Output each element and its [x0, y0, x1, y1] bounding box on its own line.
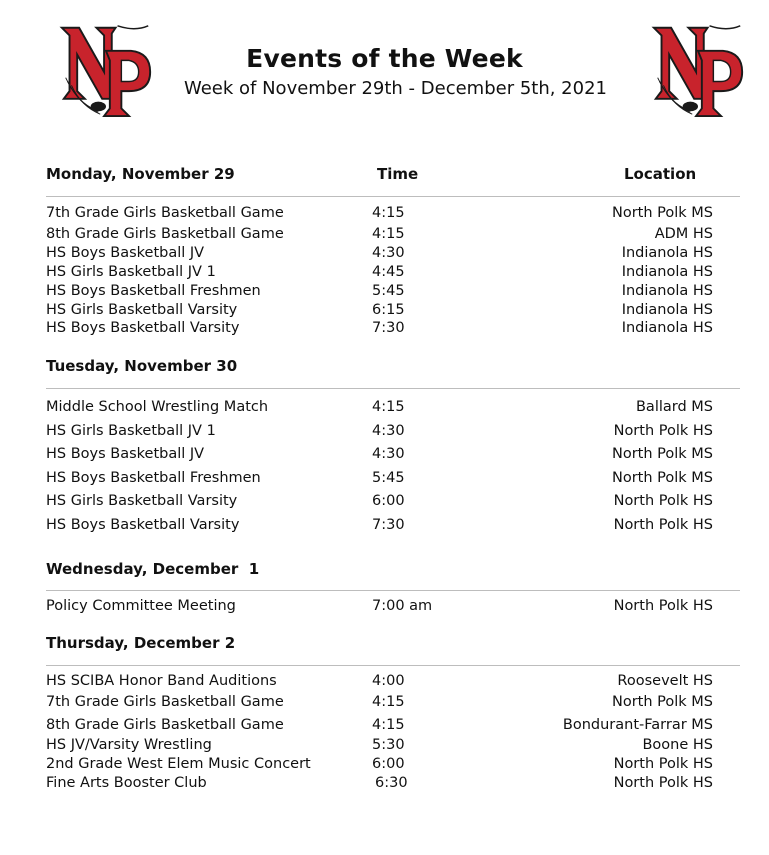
- event-time: 6:00: [372, 756, 405, 772]
- event-time: 4:15: [372, 205, 405, 221]
- event-location: Roosevelt HS: [617, 673, 713, 689]
- event-row: [0, 446, 769, 466]
- event-row: [0, 673, 769, 693]
- event-time: 7:30: [372, 517, 405, 533]
- event-name: Middle School Wrestling Match: [46, 399, 269, 415]
- event-row: [0, 517, 769, 537]
- event-time: 5:45: [372, 470, 405, 486]
- event-name: HS Girls Basketball Varsity: [46, 302, 238, 318]
- event-location: North Polk MS: [611, 694, 713, 710]
- event-time: 4:15: [372, 226, 405, 242]
- event-location: Bondurant-Farrar MS: [562, 717, 713, 733]
- event-row: [0, 283, 769, 303]
- event-location: North Polk MS: [611, 205, 713, 221]
- event-location: Ballard MS: [635, 399, 713, 415]
- event-name: HS Girls Basketball JV 1: [46, 423, 216, 439]
- divider: [46, 665, 740, 666]
- event-row: [0, 775, 769, 795]
- event-location: Indianola HS: [621, 283, 713, 299]
- location-column-header: Location: [624, 165, 697, 183]
- event-time: 4:30: [372, 423, 405, 439]
- time-column-header: Time: [377, 165, 419, 183]
- event-location: Indianola HS: [621, 245, 713, 261]
- event-time: 5:30: [372, 737, 405, 753]
- event-name: HS Boys Basketball Varsity: [46, 320, 240, 336]
- event-row: [0, 694, 769, 714]
- event-name: HS Boys Basketball JV: [46, 245, 205, 261]
- event-name: Policy Committee Meeting: [46, 598, 236, 614]
- event-name: 7th Grade Girls Basketball Game: [46, 205, 284, 221]
- divider: [46, 196, 740, 197]
- event-time: 6:00: [372, 493, 405, 509]
- event-location: North Polk HS: [613, 756, 713, 772]
- event-row: [0, 423, 769, 443]
- event-location: North Polk HS: [613, 775, 713, 791]
- page-subtitle: Week of November 29th - December 5th, 2021: [183, 78, 607, 99]
- event-time: 4:45: [372, 264, 405, 280]
- event-name: Fine Arts Booster Club: [46, 775, 207, 791]
- event-location: Indianola HS: [621, 302, 713, 318]
- event-location: North Polk HS: [613, 493, 713, 509]
- event-time: 7:00 am: [372, 598, 433, 614]
- event-row: [0, 205, 769, 225]
- event-time: 4:15: [372, 717, 405, 733]
- event-name: HS Boys Basketball JV: [46, 446, 205, 462]
- day-heading: Wednesday, December 1: [46, 560, 260, 578]
- day-heading: Thursday, December 2: [46, 634, 236, 652]
- event-row: [0, 302, 769, 322]
- event-location: Indianola HS: [621, 264, 713, 280]
- event-row: [0, 470, 769, 490]
- event-row: [0, 320, 769, 340]
- event-row: [0, 598, 769, 618]
- page-title: Events of the Week: [246, 44, 523, 73]
- event-time: 4:30: [372, 446, 405, 462]
- event-name: HS Boys Basketball Freshmen: [46, 470, 261, 486]
- event-row: [0, 264, 769, 284]
- event-location: North Polk MS: [611, 470, 713, 486]
- event-row: [0, 226, 769, 246]
- event-name: 2nd Grade West Elem Music Concert: [46, 756, 311, 772]
- day-heading: Tuesday, November 30: [46, 357, 238, 375]
- event-location: North Polk HS: [613, 517, 713, 533]
- event-row: [0, 493, 769, 513]
- event-location: ADM HS: [654, 226, 713, 242]
- event-time: 4:15: [372, 399, 405, 415]
- day-heading: Monday, November 29: [46, 165, 235, 183]
- event-name: 7th Grade Girls Basketball Game: [46, 694, 284, 710]
- event-time: 5:45: [372, 283, 405, 299]
- event-name: HS Boys Basketball Varsity: [46, 517, 240, 533]
- event-row: [0, 737, 769, 757]
- event-location: North Polk HS: [613, 598, 713, 614]
- event-time: 4:00: [372, 673, 405, 689]
- event-name: 8th Grade Girls Basketball Game: [46, 717, 284, 733]
- event-name: HS Girls Basketball JV 1: [46, 264, 216, 280]
- event-name: 8th Grade Girls Basketball Game: [46, 226, 284, 242]
- event-row: [0, 717, 769, 737]
- divider: [46, 590, 740, 591]
- event-name: HS SCIBA Honor Band Auditions: [46, 673, 277, 689]
- event-time: 4:30: [372, 245, 405, 261]
- event-location: North Polk HS: [613, 423, 713, 439]
- divider: [46, 388, 740, 389]
- event-row: [0, 756, 769, 776]
- event-name: HS JV/Varsity Wrestling: [46, 737, 212, 753]
- event-name: HS Girls Basketball Varsity: [46, 493, 238, 509]
- event-time: 6:30: [375, 775, 408, 791]
- event-time: 7:30: [372, 320, 405, 336]
- event-location: Boone HS: [642, 737, 713, 753]
- event-location: Indianola HS: [621, 320, 713, 336]
- event-time: 4:15: [372, 694, 405, 710]
- event-location: North Polk MS: [611, 446, 713, 462]
- event-name: HS Boys Basketball Freshmen: [46, 283, 261, 299]
- event-row: [0, 245, 769, 265]
- event-time: 6:15: [372, 302, 405, 318]
- event-row: [0, 399, 769, 419]
